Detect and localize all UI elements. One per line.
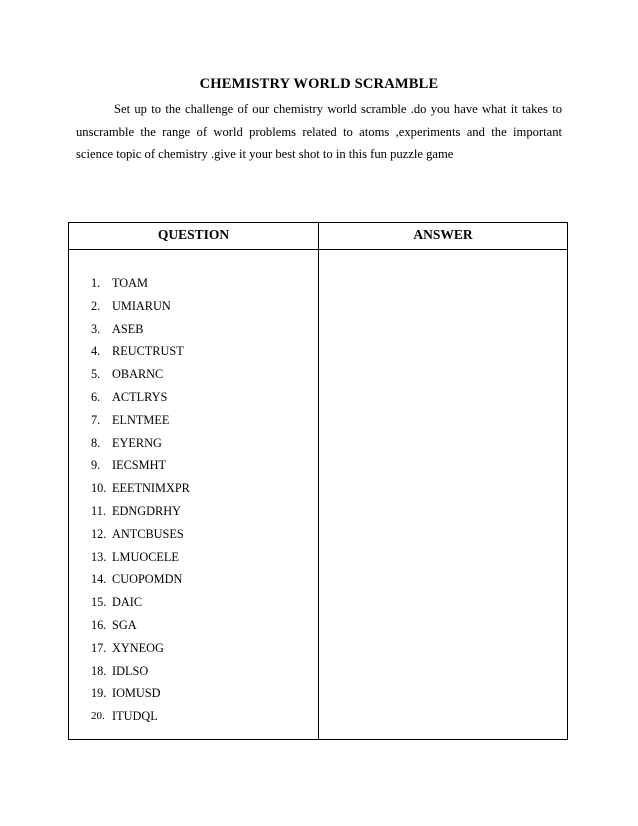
question-number: 16. bbox=[91, 617, 107, 632]
question-number: 19. bbox=[91, 686, 107, 701]
intro-paragraph: Set up to the challenge of our chemistry world scramble .do you have what it takes to unscramble the range of world problems related to atoms ,experiments and the important science topic of chemistry .give it your best shot to in this fun puzzle game bbox=[76, 102, 562, 161]
scrambled-word: ITUDQL bbox=[112, 709, 158, 724]
question-number: 1. bbox=[91, 276, 101, 290]
list-item bbox=[69, 546, 318, 569]
scrambled-word: CUOPOMDN bbox=[112, 572, 183, 587]
list-item bbox=[69, 386, 318, 409]
list-item bbox=[69, 591, 318, 614]
list-item bbox=[69, 500, 318, 523]
question-number: 20. bbox=[91, 710, 105, 723]
scrambled-word: IECSMHT bbox=[112, 458, 166, 473]
scrambled-word: LMUOCELE bbox=[112, 549, 179, 564]
list-item bbox=[69, 614, 318, 637]
scrambled-word: XYNEOG bbox=[112, 640, 164, 655]
question-number: 14. bbox=[91, 572, 107, 587]
list-item bbox=[69, 409, 318, 432]
scrambled-word: EYERNG bbox=[112, 435, 162, 450]
question-number: 10. bbox=[91, 481, 107, 496]
scrambled-word: ANTCBUSES bbox=[112, 526, 184, 541]
list-item bbox=[69, 523, 318, 546]
list-item bbox=[69, 454, 318, 477]
question-number: 7. bbox=[91, 412, 101, 427]
question-number: 11. bbox=[91, 503, 106, 518]
scrambled-word: TOAM bbox=[112, 276, 148, 290]
question-number: 12. bbox=[91, 526, 107, 541]
question-number: 15. bbox=[91, 595, 107, 610]
scrambled-word: ASEB bbox=[112, 321, 144, 336]
list-item bbox=[69, 637, 318, 660]
scrambled-word: SGA bbox=[112, 617, 137, 632]
answer-column bbox=[319, 250, 567, 739]
scrambled-word: ACTLRYS bbox=[112, 389, 168, 404]
scrambled-word: UMIARUN bbox=[112, 298, 171, 313]
question-number: 4. bbox=[91, 344, 101, 359]
scrambled-word: EEETNIMXPR bbox=[112, 481, 190, 496]
question-list bbox=[69, 272, 318, 728]
list-item bbox=[69, 295, 318, 318]
list-item bbox=[69, 660, 318, 683]
question-number: 18. bbox=[91, 663, 107, 678]
question-number: 9. bbox=[91, 458, 101, 473]
question-number: 3. bbox=[91, 321, 101, 336]
question-number: 2. bbox=[91, 298, 101, 313]
list-item bbox=[69, 705, 318, 728]
worksheet-title: CHEMISTRY WORLD SCRAMBLE bbox=[199, 76, 439, 92]
question-number: 13. bbox=[91, 549, 107, 564]
scrambled-word: ELNTMEE bbox=[112, 412, 170, 427]
list-item bbox=[69, 318, 318, 341]
list-item bbox=[69, 568, 318, 591]
answer-column-header: ANSWER bbox=[413, 227, 473, 242]
list-item bbox=[69, 432, 318, 455]
scrambled-word: IOMUSD bbox=[112, 686, 161, 701]
question-number: 6. bbox=[91, 389, 101, 404]
question-column-header: QUESTION bbox=[157, 227, 230, 242]
scrambled-word: IDLSO bbox=[112, 663, 149, 678]
scrambled-word: EDNGDRHY bbox=[112, 503, 181, 518]
list-item bbox=[69, 340, 318, 363]
question-number: 8. bbox=[91, 435, 101, 450]
list-item bbox=[69, 363, 318, 386]
list-item bbox=[69, 272, 318, 295]
list-item bbox=[69, 477, 318, 500]
list-item bbox=[69, 682, 318, 705]
question-number: 17. bbox=[91, 640, 107, 655]
question-number: 5. bbox=[91, 367, 101, 382]
scrambled-word: REUCTRUST bbox=[112, 344, 184, 359]
scrambled-word: DAIC bbox=[112, 595, 143, 610]
scrambled-word: OBARNC bbox=[112, 367, 164, 382]
question-answer-table bbox=[68, 222, 568, 740]
